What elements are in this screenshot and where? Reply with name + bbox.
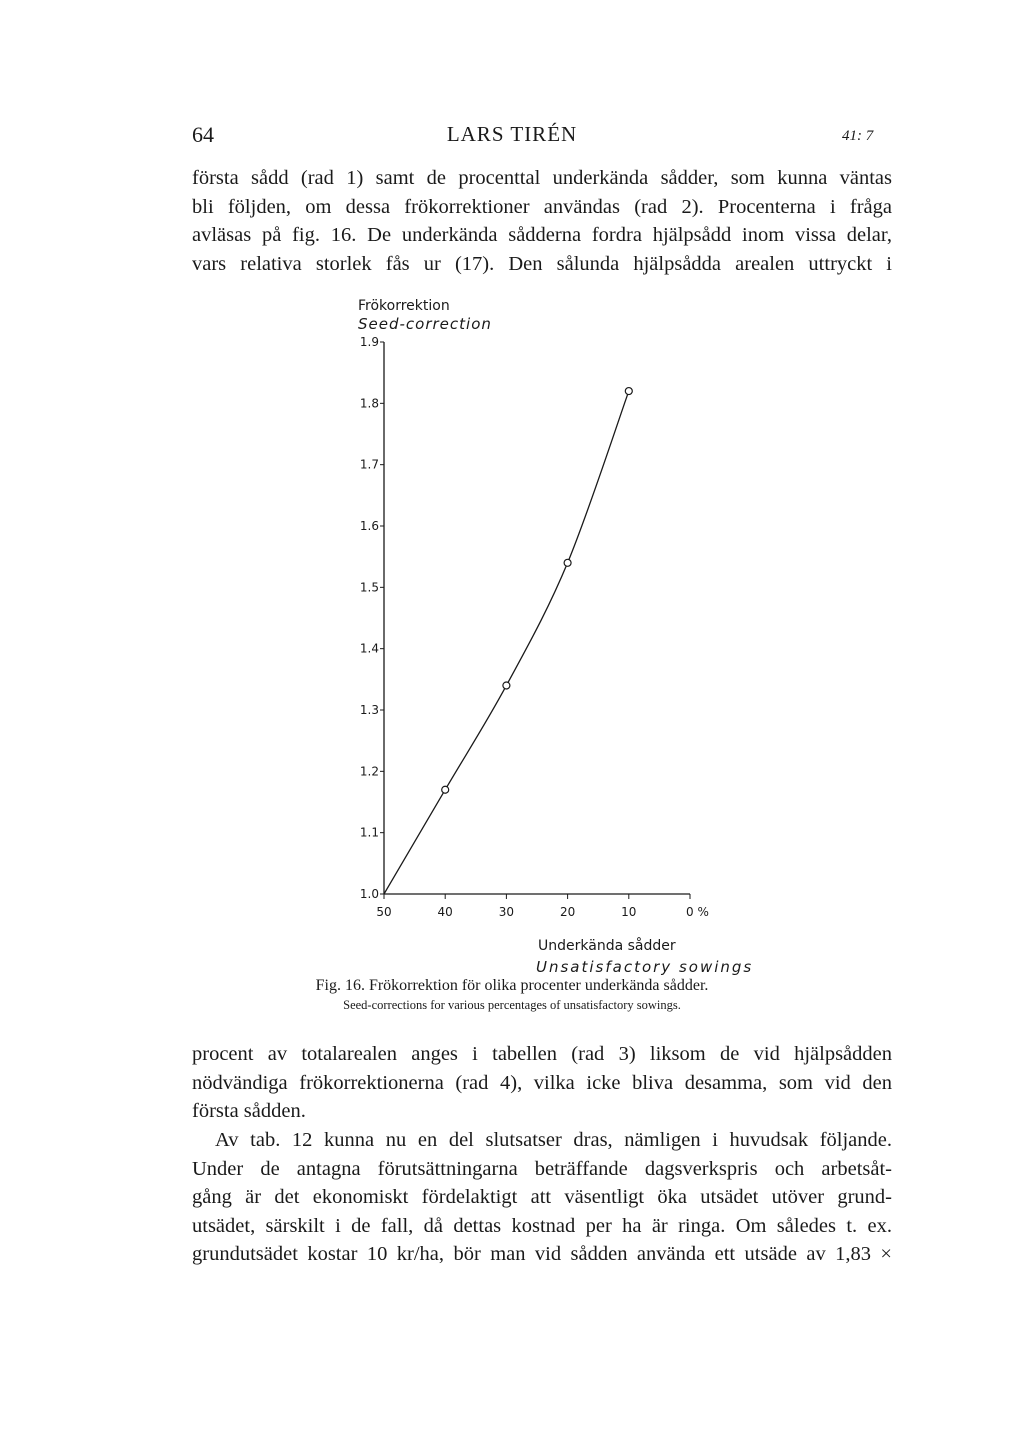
figure-16: [330, 290, 750, 970]
paragraph-line: Av tab. 12 kunna nu en del slutsatser dras, nämligen i huvudsak följande.: [215, 1129, 892, 1151]
paragraph-line: procent av totalarealen anges i tabellen (rad 3) liksom de vid hjälpsådden: [192, 1043, 892, 1065]
paragraph-3: [192, 1126, 892, 1269]
x-axis-label: Underkända sådder: [538, 938, 676, 954]
paragraph-line: Under de antagna förutsättningarna beträffande dagsverkspris och arbetsåt-: [192, 1157, 892, 1180]
y-tick-label: 1.0: [359, 887, 379, 901]
x-tick-label: 0 %: [686, 905, 709, 919]
y-axis-label-english: Seed-correction: [358, 315, 492, 333]
seed-correction-chart: [330, 290, 750, 970]
paragraph-line: grundutsädet kostar 10 kr/ha, bör man vid sådden använda ett utsäde av 1,83 ×: [192, 1243, 892, 1265]
figure-caption: Fig. 16. Frökorrektion för olika procenter underkända sådder.: [315, 977, 709, 994]
y-tick-label: 1.5: [359, 580, 379, 595]
x-axis-label-english: Unsatisfactory sowings: [536, 958, 754, 976]
paragraph-line: första sådd (rad 1) samt de procenttal underkända sådder, som kunna väntas: [192, 167, 892, 189]
data-point-marker: [564, 559, 571, 566]
data-point-marker: [442, 786, 449, 793]
y-tick-label: 1.2: [359, 764, 379, 779]
running-head-ref: 41: 7: [842, 128, 874, 144]
data-point-marker: [503, 682, 510, 689]
paragraph-2: [192, 1040, 892, 1126]
x-tick-label: 50: [376, 905, 392, 919]
data-point-marker: [625, 388, 632, 395]
paragraph-line: gång är det ekonomiskt fördelaktigt att väsentligt öka utsädet utöver grund-: [192, 1186, 892, 1208]
paragraph-line: nödvändiga frökorrektionerna (rad 4), vilka icke bliva desamma, som vid den: [192, 1071, 892, 1094]
x-tick-label: 40: [437, 905, 453, 919]
paragraph-1: [192, 164, 892, 278]
y-tick-label: 1.7: [359, 457, 379, 472]
y-tick-label: 1.4: [359, 641, 379, 656]
paragraph-line: avläsas på fig. 16. De underkända sådderna fordra hjälpsådd inom vissa delar,: [192, 224, 892, 246]
running-head-author: LARS TIRÉN: [446, 122, 578, 146]
figure-caption-english: Seed-corrections for various percentages of unsatisfactory sowings.: [343, 998, 681, 1012]
x-tick-label: 10: [621, 905, 637, 919]
x-tick-label: 20: [559, 905, 576, 919]
paragraph-line: första sådden.: [192, 1100, 306, 1122]
y-tick-label: 1.9: [359, 335, 379, 349]
paragraph-line: utsädet, särskilt i de fall, då dettas kostnad per ha är ringa. Om således t. ex.: [192, 1214, 892, 1237]
page-number: 64: [192, 122, 214, 147]
y-tick-label: 1.3: [359, 703, 379, 717]
paragraph-line: bli följden, om dessa frökorrektioner användas (rad 2). Procenterna i fråga: [192, 195, 892, 218]
y-tick-label: 1.6: [359, 519, 379, 533]
y-tick-label: 1.1: [359, 825, 379, 840]
paragraph-line: vars relativa storlek fås ur (17). Den sålunda hjälpsådda arealen uttryckt i: [192, 252, 892, 275]
y-tick-label: 1.8: [359, 396, 379, 411]
seed-correction-curve: [384, 391, 629, 894]
y-axis-label: Frökorrektion: [358, 298, 450, 314]
x-tick-label: 30: [498, 905, 515, 919]
